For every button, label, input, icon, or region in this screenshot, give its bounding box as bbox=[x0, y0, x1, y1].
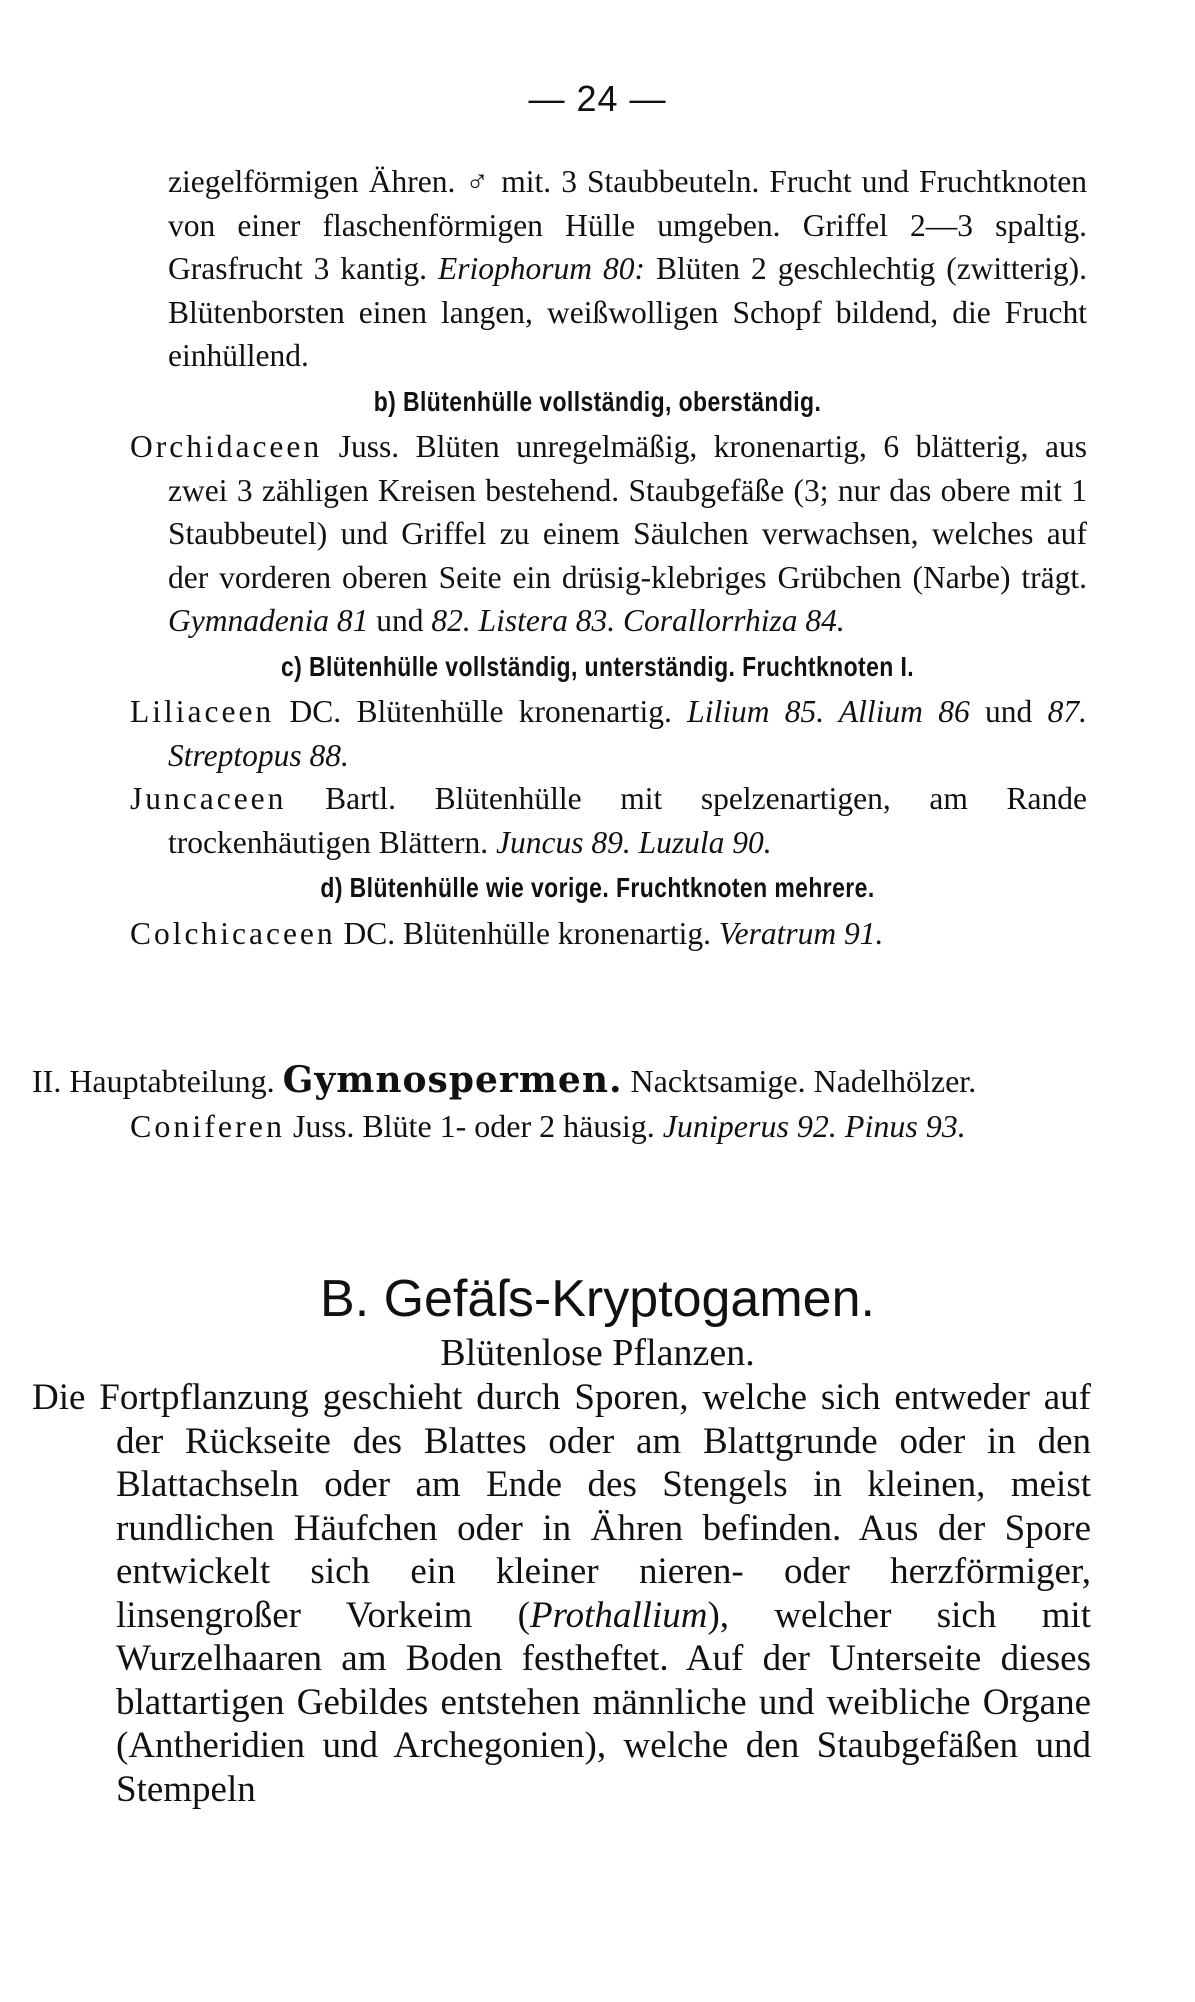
heading-d: d) Blütenhülle wie vorige. Fruchtknoten mehrere. bbox=[320, 872, 875, 903]
heading-c: c) Blütenhülle vollständig, unterständig. Fruchtknoten I. bbox=[280, 650, 915, 682]
genus-eriophorum: Eriophorum 80: bbox=[438, 251, 646, 286]
section-title: B. Gefäſs-Kryptogamen. bbox=[320, 1270, 875, 1328]
text: Die Fortpflanzung geschieht durch Sporen, welche sich entweder auf der Rückseite des Blattes oder am Blattgrunde oder in den Blattachseln oder am Ende des Stengels in kleinen, meist rundlichen Häufchen oder in Ähren befinden. Aus der Spore entwickelt sich ein kleiner nieren- oder herzförmiger, linsengroßer Vorkeim ( bbox=[32, 1377, 1091, 1636]
text: Blüten 2 geschlechtig (zwitterig). Blütenborsten einen langen, weißwolligen Schopf bildend, die Frucht einhüllend. bbox=[168, 251, 1088, 373]
division-name: Gymnospermen. bbox=[282, 1059, 623, 1101]
section-angiosperm-families bbox=[0, 160, 1195, 955]
text: und bbox=[969, 694, 1048, 729]
paragraph-reproduction bbox=[0, 1376, 1195, 1811]
paragraph-colchicaceen bbox=[0, 912, 1195, 956]
family-name: Orchidaceen bbox=[130, 429, 323, 464]
text: Nacktsamige. Nadelhölzer. bbox=[622, 1063, 977, 1099]
paragraph-juncaceen bbox=[0, 777, 1195, 864]
genera: Juniperus 92. Pinus 93. bbox=[662, 1108, 966, 1144]
text: DC. Blütenhülle kronenartig. bbox=[335, 915, 719, 951]
family-name: Colchicaceen bbox=[130, 915, 336, 951]
family-name: Liliaceen bbox=[130, 694, 275, 729]
genera: Juncus 89. Luzula 90. bbox=[496, 824, 772, 860]
text: ), welcher sich mit Wurzelhaaren am Boden festheftet. Auf der Unterseite dieses blattartigen Gebildes entstehen männliche und weibliche Organe (Antheridien und Archegonien), welche den Staubgefäßen und Stempeln bbox=[116, 1594, 1091, 1810]
text: Juss. Blüte 1- oder 2 häusig. bbox=[284, 1108, 663, 1144]
text: ziegelförmigen Ähren. ♂ mit. 3 Staubbeuteln. Frucht und Fruchtknoten von einer flaschenförmigen Hülle umgeben. Griffel 2—3 spaltig. Grasfrucht 3 kantig. bbox=[168, 164, 1087, 286]
division-heading bbox=[0, 1058, 1195, 1104]
section-vascular-cryptogams bbox=[0, 1268, 1195, 1811]
section-subtitle: Blütenlose Pflanzen. bbox=[440, 1332, 755, 1374]
genera: Gymnadenia 81 bbox=[168, 603, 369, 638]
genera: 82. Listera 83. Corallorrhiza 84. bbox=[431, 603, 845, 638]
paragraph-coniferen bbox=[0, 1104, 1195, 1149]
family-name: Coniferen bbox=[130, 1108, 285, 1144]
paragraph-cyperaceae-continuation bbox=[0, 160, 1195, 378]
heading-b: b) Blütenhülle vollständig, oberständig. bbox=[373, 385, 822, 417]
page-number: — 24 — bbox=[528, 78, 667, 119]
text: Bartl. Blütenhülle mit spelzenartigen, am Rande trockenhäutigen Blättern. bbox=[168, 781, 1087, 860]
genera: 87. Streptopus 88. bbox=[168, 694, 1088, 773]
genera: Lilium 85. Allium 86 bbox=[687, 694, 970, 729]
text: Juss. Blüten unregelmäßig, kronenartig, 6 blätterig, aus zwei 3 zähligen Kreisen bestehend. Staubgefäße (3; nur das obere mit 1 Staubbeutel) und Griffel zu einem Säulchen verwachsen, welches auf der vorderen oberen Seite ein drüsig-klebriges Grübchen (Narbe) trägt. bbox=[168, 429, 1087, 595]
family-name: Juncaceen bbox=[130, 781, 287, 816]
text: DC. Blütenhülle kronenartig. bbox=[274, 694, 688, 729]
paragraph-liliaceen bbox=[0, 690, 1195, 777]
term-prothallium: Prothallium bbox=[529, 1594, 708, 1636]
section-gymnosperms bbox=[0, 1058, 1195, 1149]
text: und bbox=[368, 603, 432, 638]
text: II. Hauptabteilung. bbox=[32, 1063, 283, 1099]
paragraph-orchidaceen bbox=[0, 425, 1195, 643]
genera: Veratrum 91. bbox=[718, 915, 884, 951]
